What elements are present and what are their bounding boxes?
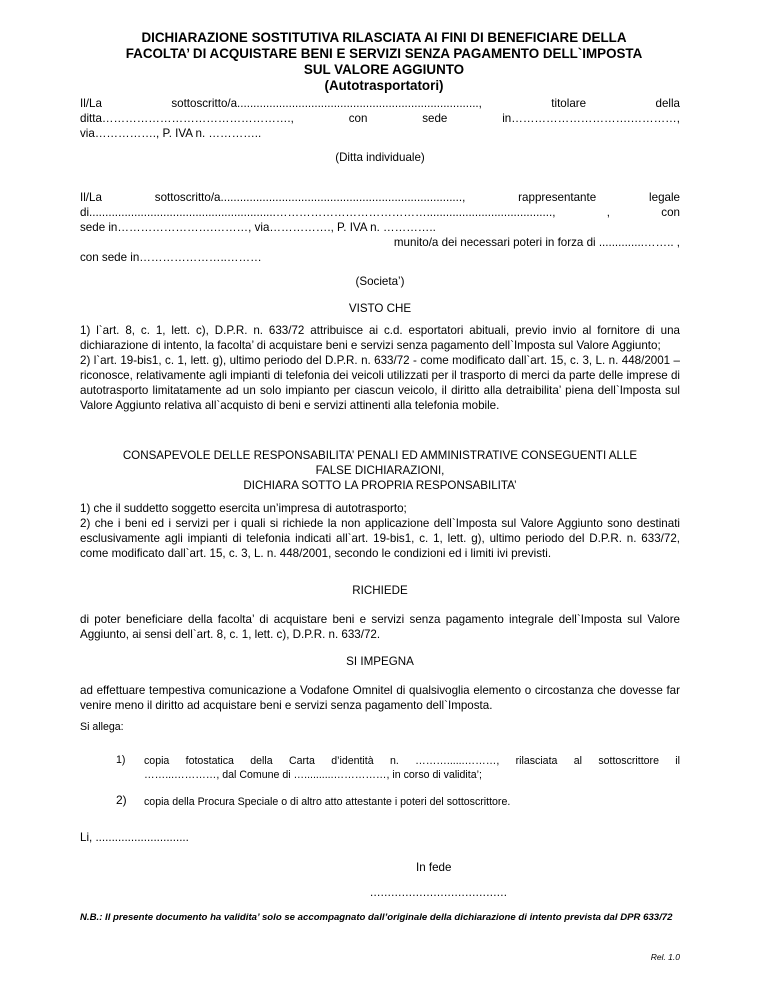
allegato-number: 1) [116, 754, 126, 766]
dichiara-paragraph: 1) che il suddetto soggetto esercita un’impresa di autotrasporto; [80, 502, 407, 515]
richiede-text: di poter beneficiare della facolta’ di acquistare beni e servizi senza pagamento integrale dell`Imposta sul Valore Aggiunto, ai sensi dell`art. 8, c. 1, lett. c), D.P.R. n. 633/72. [80, 613, 680, 641]
ditta-line: ditta…………………………………………., con sede in………………………….…………, [80, 112, 680, 125]
societa-caption: (Societa’) [355, 275, 405, 288]
visto-paragraph: 1) l`art. 8, c. 1, lett. c), D.P.R. n. 633/72 attribuisce ai c.d. esportatori abituali, previo invio al fornitore di una dichiarazione di intento, la facolta’ di acquistare beni e servizi senza pagamento dell`Imposta sul Valore Aggiunto; [80, 324, 680, 352]
dichiara-block [80, 501, 680, 561]
title-line: SUL VALORE AGGIUNTO [303, 62, 465, 77]
societa-line: munito/a dei necessari poteri in forza di ..............…….. , [393, 236, 680, 249]
visto-paragraph: 2) l`art. 19-bis1, c. 1, lett. g), ultimo periodo del D.P.R. n. 633/72 - come modificato dall`art. 15, c. 3, L. n. 448/2001 – riconosce, relativamente agli impianti di telefonia dei veicoli utilizzati per il trasporto di merci da parte delle imprese di autotrasporto limitatamente ad un solo impianto per ciascun veicolo, il diritto alla detraibilita’ piena dell`Imposta sul Valore Aggiunto relativa all`acquisto di beni e servizi attinenti alla telefonia mobile. [80, 354, 680, 412]
place-date-line: Li, ............................. [80, 831, 189, 844]
consapevole-line: DICHIARA SOTTO LA PROPRIA RESPONSABILITA’ [243, 479, 517, 492]
in-fede-label: In fede [416, 861, 452, 874]
allegato-item [144, 754, 680, 782]
visto-heading: VISTO CHE [348, 302, 412, 315]
ditta-caption: (Ditta individuale) [335, 151, 425, 164]
title-line: FACOLTA’ DI ACQUISTARE BENI E SERVIZI SENZA PAGAMENTO DELL`IMPOSTA [125, 46, 643, 61]
allegati-label: Si allega: [80, 721, 124, 733]
nb-note: N.B.: Il presente documento ha validita’ solo se accompagnato dall’originale della dichiarazione di intento prevista dal DPR 633/72 [80, 912, 673, 923]
allegato-number: 2) [116, 793, 127, 807]
title-line: DICHIARAZIONE SOSTITUTIVA RILASCIATA AI FINI DI BENEFICIARE DELLA [141, 30, 627, 45]
allegato-item [144, 795, 680, 809]
ditta-line: via……………., P. IVA n. ………….. [80, 127, 262, 140]
signature-line: ....................................... [370, 886, 508, 899]
societa-line: Il/La sottoscritto/a..........................................................................., rappresentante legale [80, 191, 680, 204]
consapevole-line: CONSAPEVOLE DELLE RESPONSABILITA’ PENALI ED AMMINISTRATIVE CONSEGUENTI ALLE [122, 449, 638, 462]
dichiara-paragraph: 2) che i beni ed i servizi per i quali si richiede la non applicazione dell`Imposta sul Valore Aggiunto sono destinati esclusivamente agli impianti di telefonia indicati all`art. 19-bis1, c. 1, lett. g), ultimo periodo del D.P.R. n. 633/72, come modificato dall`art. 15, c. 3, L. n. 448/2001, secondo le condizioni ed i limiti ivi previsti. [80, 517, 680, 560]
document-title [80, 30, 688, 94]
visto-block [80, 323, 680, 413]
richiede-heading: RICHIEDE [352, 584, 408, 597]
impegna-text: ad effettuare tempestiva comunicazione a Vodafone Omnitel di qualsivoglia elemento o circostanza che dovesse far venire meno il diritto ad acquistare beni e servizi senza pagamento dell`Imposta. [80, 684, 680, 712]
allegato-line: copia fotostatica della Carta d’identità n. ………......………, rilasciata al sottoscrittore il [144, 755, 680, 767]
allegato-line: copia della Procura Speciale o di altro atto attestante i poteri del sottoscrittore. [144, 796, 511, 808]
consapevole-heading [80, 448, 680, 493]
societa-line: sede in…………………….………, via……………., P. IVA n. ………….. [80, 221, 436, 234]
release-version: Rel. 1.0 [650, 952, 680, 962]
ditta-line: Il/La sottoscritto/a..........................................................................., titolare della [80, 97, 680, 110]
societa-line: di..........................................................…………………………………......................................., , con [80, 206, 680, 219]
consapevole-line: FALSE DICHIARAZIONI, [315, 464, 445, 477]
impegna-heading: SI IMPEGNA [346, 655, 414, 668]
allegato-line: ……...…………, dal Comune di …..........……………, in corso di validita’; [144, 769, 482, 781]
title-line: (Autotrasportatori) [324, 78, 444, 93]
societa-block [80, 190, 680, 265]
ditta-block [80, 96, 680, 141]
societa-line: con sede in…………………..……… [80, 251, 262, 264]
